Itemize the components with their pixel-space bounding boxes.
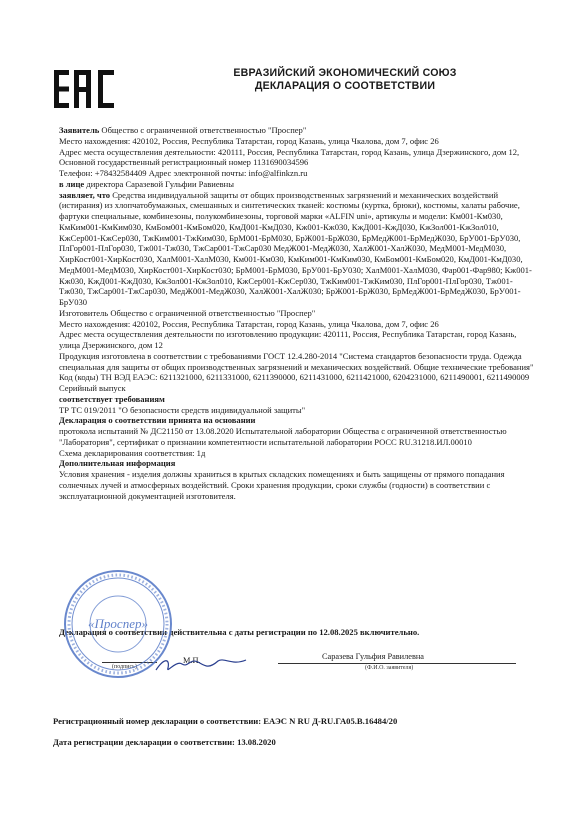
manufacturer-name: Изготовитель Общество с ограниченной ответственностью "Проспер" xyxy=(59,307,316,318)
applicant-contacts: Телефон: +78432584409 Адрес электронной почты: info@alfinkzn.ru xyxy=(59,168,308,178)
conformity-regulation: ТР ТС 019/2011 "О безопасности средств индивидуальной защиты" xyxy=(59,404,306,415)
product-description: Средства индивидуальной защиты от общих производственных загрязнений и механических воздействий (истирания) из хлопчатобумажных, смешанных и синтетических тканей: костюмы (куртка, брюки), костюмы, халаты рабочие, фартуки специальные, комбинезоны, полукомбинезоны, торговой марки «ALFIN uni», артикулы и модели: Км001-Км030, КмКим001-КмКим030, КмБом001-КмБом020, КмД001-КмД030, Кж001-Кж030, КжД001-КжД030, КжЗол001-КжЗол010, КжСер001-КжСер030, ТжКим001-ТжКим030, БрМ001-БрМ030, БрЖ001-БрЖ030, БрМедЖ001-БрМедЖ030, БрУ001-БрУ030, ПлГор001-ПлГор030, Тж001-Тж030, ТжСар001-ТжСар030 МедЖ001-МедЖ030, ХалЖ001-ХалЖ030, МедМ001-МедМ030, ХирКост001-ХирКост030, ХалМ001-ХалМ030, Км001-Км030, КмКим001-КмКим030, КмБом001-КмБом020, КмД001-КмД030, МедМ001-МедМ030, ХирКост001-ХирКост030; БрМ001-БрМ030, БрУ001-БрУ030; ХалМ001-ХалМ030, Фар001-Фар980; Кж001-Кж030, КжД001-КжД030, КжЗол001-КжЗол010, КжСер001-КжСер030, ТжКим001-ТжКим030, ПлГор001-ПлГор030, Тж001-Тж030, ТжСар001-ТжСар030, МедЖ001-МедЖ030, ХалЖ001-ХалЖ030; БрЖ001-БрЖ030, БрМедЖ001-БрМедЖ030, БрУ001-БрУ030 xyxy=(59,189,532,307)
eac-logo xyxy=(54,70,114,108)
conformity-label: соответствует требованиям xyxy=(59,393,165,404)
signer-name: Саразева Гульфия Равилевна xyxy=(322,652,424,661)
registration-date: Дата регистрации декларации о соответствии: 13.08.2020 xyxy=(53,737,276,747)
declares-paragraph xyxy=(59,190,534,308)
tnved-codes: Код (коды) ТН ВЭД ЕАЭС: 6211321000, 6211331000, 6211390000, 6211431000, 6211421000, 6204231000, 6211490001, 6211490009 xyxy=(59,372,530,383)
declaration-body xyxy=(59,125,534,501)
stamp-place-caption: М.П. xyxy=(183,656,201,665)
manufacturer-location: Место нахождения: 420102, Россия, Республика Татарстан, город Казань, улица Чкалова, дом 7, офис 26 xyxy=(59,318,439,329)
name-line xyxy=(278,663,516,664)
manufacturer-standard: Продукция изготовлена в соответствии с требованиями ГОСТ 12.4.280-2014 "Система стандартов безопасности труда. Одежда специальная для защиты от общих производственных загрязнений и механических воздействий. Общие технические требования" xyxy=(59,350,534,372)
seal-name: «Проспер» xyxy=(88,616,148,631)
manufacturer-activity-address: Адрес места осуществления деятельности по изготовлению продукции: 420111, Россия, Республика Татарстан, город Казань, улица Дзержинского, дом 12 xyxy=(59,329,517,350)
union-title: ЕВРАЗИЙСКИЙ ЭКОНОМИЧЕСКИЙ СОЮЗ xyxy=(233,67,457,79)
declares-label: заявляет, что xyxy=(59,189,111,200)
applicant-activity-address: Адрес места осуществления деятельности: 420111, Россия, Республика Татарстан, город Казань, улица Дзержинского, дом 12, Основной государственный регистрационный номер 1131690034596 xyxy=(59,146,520,168)
declaration-title: ДЕКЛАРАЦИЯ О СООТВЕТСТВИИ xyxy=(254,80,436,92)
release-type: Серийный выпуск xyxy=(59,383,126,393)
person-name: директора Саразевой Гульфии Равиевны xyxy=(84,178,234,189)
applicant-line xyxy=(59,125,534,136)
applicant-name: Общество с ограниченной ответственностью "Проспер" xyxy=(99,125,307,135)
document-header xyxy=(205,67,485,93)
registration-number: Регистрационный номер декларации о соответствии: ЕАЭС N RU Д-RU.ГА05.В.16484/20 xyxy=(53,716,398,726)
organization-seal xyxy=(62,568,174,680)
applicant-location: Место нахождения: 420102, Россия, Республика Татарстан, город Казань, улица Чкалова, дом 7, офис 26 xyxy=(59,135,439,146)
declaration-scheme: Схема декларирования соответствия: 1д xyxy=(59,447,206,458)
applicant-person xyxy=(59,179,534,190)
additional-info-label: Дополнительная информация xyxy=(59,458,176,469)
signature-caption: (подпись) xyxy=(112,664,137,670)
validity-statement: Декларация о соответствии действительна с даты регистрации по 12.08.2025 включительно. xyxy=(59,627,420,637)
applicant-label: Заявитель xyxy=(59,125,100,135)
person-label: в лице xyxy=(59,178,85,189)
name-caption: (Ф.И.О. заявителя) xyxy=(365,665,414,671)
basis-text: протокола испытаний № ДС21150 от 13.08.2020 Испытательной лаборатории Общества с ограниченной ответственностью "Лаборатория", сертификат о признании компетентности испытательной лаборатории РОСС RU.31218.ИЛ.00010 xyxy=(59,426,507,447)
additional-info-text: Условия хранения - изделия должны храниться в крытых складских помещениях и быть защищены от прямого попадания солнечных лучей и атмосферных воздействий. Сроки хранения продукции, сроки службы (годности) в соответствии с эксплуатационной документацией изготовителя. xyxy=(59,469,505,501)
basis-label: Декларация о соответствии принята на основании xyxy=(59,415,256,426)
